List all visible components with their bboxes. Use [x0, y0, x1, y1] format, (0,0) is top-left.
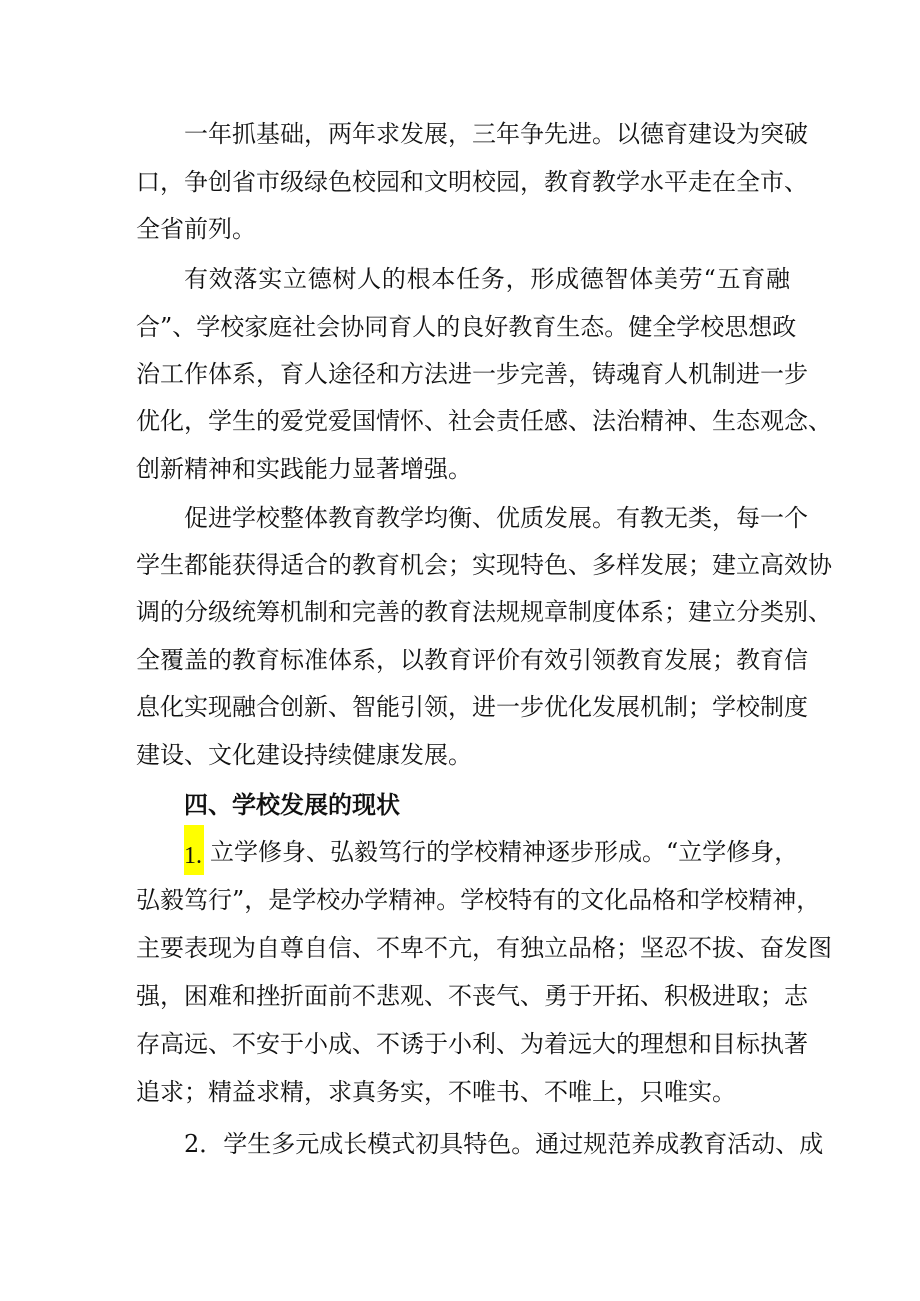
- paragraph-line: 学生都能获得适合的教育机会；实现特色、多样发展；建立高效协: [136, 551, 832, 579]
- paragraph-line: 息化实现融合创新、智能引领，进一步优化发展机制；学校制度: [136, 693, 808, 721]
- item1-line: 主要表现为自尊自信、不卑不亢，有独立品格；坚忍不拔、奋发图: [136, 934, 832, 962]
- item1-line: 存高远、不安于小成、不诱于小利、为着远大的理想和目标执著: [136, 1030, 808, 1058]
- item1-line: 追求；精益求精，求真务实，不唯书、不唯上，只唯实。: [136, 1078, 736, 1106]
- paragraph-line: 促进学校整体教育教学均衡、优质发展。有教无类，每一个: [184, 504, 808, 532]
- item-number-highlight: 1.: [184, 825, 204, 875]
- paragraph-line: 建设、文化建设持续健康发展。: [136, 741, 472, 769]
- paragraph-line: 创新精神和实践能力显著增强。: [136, 455, 472, 483]
- paragraph-line: 有效落实立德树人的根本任务，形成德智体美劳“五育融: [184, 265, 790, 293]
- paragraph-line: 口，争创省市级绿色校园和文明校园，教育教学水平走在全市、: [136, 168, 808, 196]
- section-heading: 四、学校发展的现状: [184, 791, 400, 819]
- item1-line: 弘毅笃行”，是学校办学精神。学校特有的文化品格和学校精神，: [136, 886, 821, 914]
- item2-line: 2．学生多元成长模式初具特色。通过规范养成教育活动、成: [184, 1130, 824, 1158]
- paragraph-line: 调的分级统筹机制和完善的教育法规规章制度体系；建立分类别、: [136, 598, 832, 626]
- paragraph-line: 合”、学校家庭社会协同育人的良好教育生态。健全学校思想政: [136, 313, 797, 341]
- paragraph-line: 治工作体系，育人途径和方法进一步完善，铸魂育人机制进一步: [136, 360, 808, 388]
- item1-line: 立学修身、弘毅笃行的学校精神逐步形成。“立学修身，: [210, 838, 799, 866]
- paragraph-line: 优化，学生的爱党爱国情怀、社会责任感、法治精神、生态观念、: [136, 407, 832, 435]
- paragraph-line: 全覆盖的教育标准体系，以教育评价有效引领教育发展；教育信: [136, 646, 808, 674]
- paragraph-line: 一年抓基础，两年求发展，三年争先进。以德育建设为突破: [184, 120, 808, 148]
- paragraph-line: 全省前列。: [136, 215, 256, 243]
- item1-line: 强，困难和挫折面前不悲观、不丧气、勇于开拓、积极进取；志: [136, 982, 808, 1010]
